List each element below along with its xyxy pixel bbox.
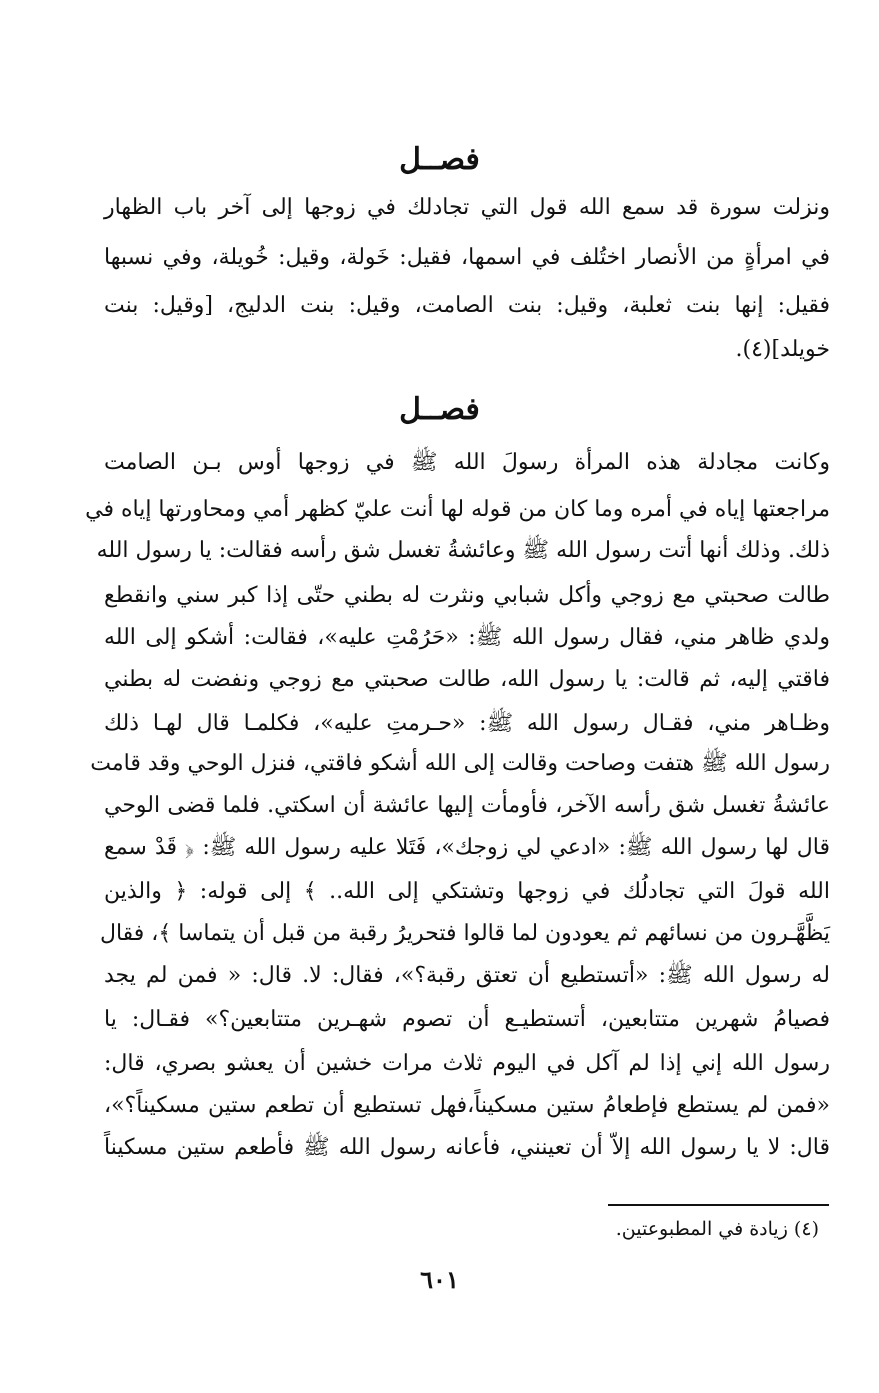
section2-line-1: وكانت مجادلة هذه المرأة رسولَ الله ﷺ في زوجها أوس بـن الصامت [104,450,830,475]
section2-line-13: له رسول الله ﷺ: «أتستطيع أن تعتق رقبة؟»، فقال: لا. قال: « فمن لم يجد [104,963,830,988]
footnote-divider [608,1204,829,1206]
page-number: ٦٠١ [420,1265,459,1294]
section2-line-9: عائشةُ تغسل شق رأسه الآخر، فأومأت إليها عائشة أن اسكتي. فلما قضى الوحي [104,793,830,818]
section2-line-15: رسول الله إني إذا لم آكل في اليوم ثلاث مرات خشين أن يعشو بصري، قال: [104,1051,830,1076]
section1-line-4: خويلد](٤). [735,337,830,362]
section2-line-7: وظـاهر مني، فقـال رسول الله ﷺ: «حـرمتِ عليه»، فكلمـا قال لهـا ذلك [104,711,830,736]
section2-line-11: الله قولَ التي تجادلُك في زوجها وتشتكي إلى الله.. ﴾ إلى قوله: ﴿ والذين [104,879,830,904]
section2-line-16: «فمن لم يستطع فإطعامُ ستين مسكيناً،فهل تستطيع أن تطعم ستين مسكيناً؟»، [104,1093,830,1118]
section2-line-12: يَظَّهَّـرون من نسائهم ثم يعودون لما قالوا فتحريرُ رقبة من قبل أن يتماسا ﴾، فقال [99,921,830,946]
section2-line-10: قال لها رسول الله ﷺ: «ادعي لي زوجك»، فَتَلا عليه رسول الله ﷺ: ﴿ قَدْ سمع [104,835,830,860]
section1-line-1: ونزلت سورة قد سمع الله قول التي تجادلك في زوجها إلى آخر باب الظهار [104,195,830,220]
section2-line-3: ذلك. وذلك أنها أتت رسول الله ﷺ وعائشةُ تغسل شق رأسه فقالت: يا رسول الله [96,538,830,563]
section2-line-6: فاقتي إليه، ثم قالت: يا رسول الله، طالت صحبتي مع زوجي ونفضت له بطني [104,667,830,692]
section2-line-17: قال: لا يا رسول الله إلاّ أن تعينني، فأعانه رسول الله ﷺ فأطعم ستين مسكيناً [104,1135,830,1160]
section1-line-3: فقيل: إنها بنت ثعلبة، وقيل: بنت الصامت، وقيل: بنت الدليج، [وقيل: بنت [104,293,830,318]
section-heading-1: فصــل [399,142,480,177]
section2-line-5: ولدي ظاهر مني، فقال رسول الله ﷺ: «حَرُمْتِ عليه»، فقالت: أشكو إلى الله [104,625,830,650]
section2-line-14: فصيامُ شهرين متتابعين، أتستطيـع أن تصوم شهـرين متتابعين؟» فقـال: يا [104,1007,830,1032]
section2-line-4: طالت صحبتي مع زوجي وأكل شبابي ونثرت له بطني حتّى إذا كبر سني وانقطع [104,583,830,608]
footnote: (٤) زيادة في المطبوعتين. [615,1218,819,1240]
section2-line-8: رسول الله ﷺ هتفت وصاحت وقالت إلى الله أشكو فاقتي، فنزل الوحي وقد قامت [90,751,830,776]
section-heading-2: فصــل [399,392,480,427]
section1-line-2: في امرأةٍ من الأنصار اختُلف في اسمها، فقيل: خَولة، وقيل: خُويلة، وفي نسبها [104,245,830,270]
section2-line-2: مراجعتها إياه في أمره وما كان من قوله لها أنت عليّ كظهر أمي ومحاورتها إياه في [85,497,830,522]
